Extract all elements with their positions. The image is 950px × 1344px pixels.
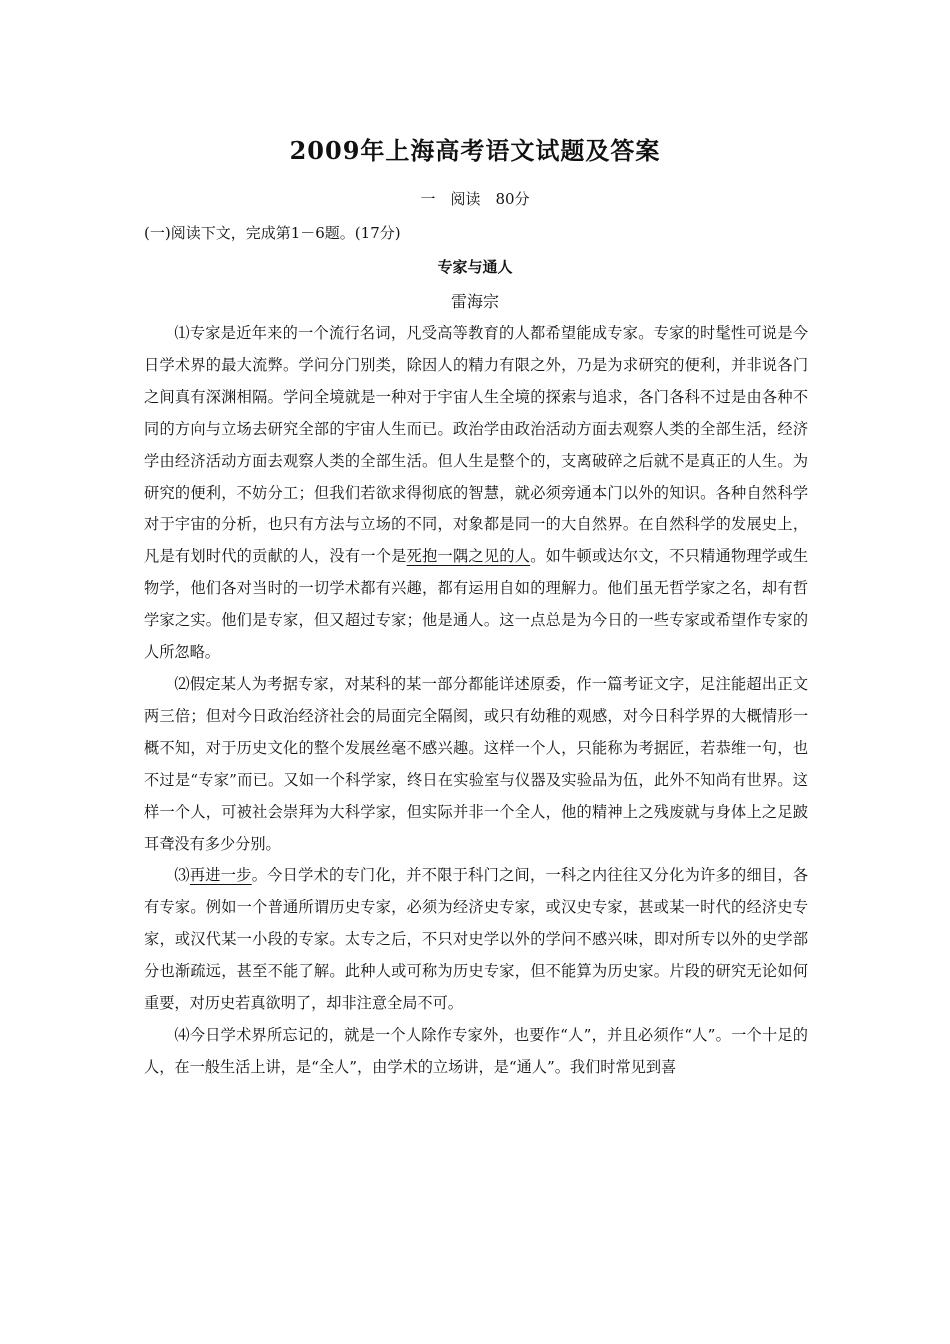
question-instructions: (一)阅读下文，完成第1－6题。(17分) <box>144 224 401 242</box>
paragraph-text: 。今日学术的专门化，并不限于科门之间，一科之内往往又分化为许多的细目，各有专家。例如一个普通所谓历史专家，必须为经济史专家，或汉史专家，甚或某一时代的经济史专家，或汉代某一小段的专家。太专之后，不只对史学以外的学问不感兴味，即对所专以外的史学部分也渐疏远，甚至不能了解。此种人或可称为历史专家，但不能算为历史家。片段的研究无论如何重要，对历史若真欲明了，却非注意全局不可。 <box>144 866 809 1013</box>
underlined-phrase: 再进一步 <box>189 866 252 885</box>
paragraph-4 <box>144 1020 808 1084</box>
paragraph-2 <box>144 669 808 860</box>
paragraph-text: ⑴专家是近年来的一个流行名词，凡受高等教育的人都希望能成专家。专家的时髦性可说是今日学术界的最大流弊。学问分门别类，除因人的精力有限之外，乃是为求研究的便利，并非说各门之间真有深渊相隔。学问全境就是一种对于宇宙人生全境的探索与追求，各门各科不过是由各种不同的方向与立场去研究全部的宇宙人生而已。政治学由政治活动方面去观察人类的全部生活，经济学由经济活动方面去观察人类的全部生活。但人生是整个的，支离破碎之后就不是真正的人生。为研究的便利，不妨分工；但我们若欲求得彻底的智慧，就必须旁通本门以外的知识。各种自然科学对于宇宙的分析，也只有方法与立场的不同，对象都是同一的大自然界。在自然科学的发展史上，凡是有划时代的贡献的人，没有一个是 <box>144 324 808 566</box>
article-title: 专家与通人 <box>437 258 513 276</box>
article-author: 雷海宗 <box>450 292 499 311</box>
document-title: 2009年上海高考语文试题及答案 <box>289 136 661 165</box>
article-body <box>144 318 808 1084</box>
paragraph-1 <box>144 318 808 669</box>
paragraph-text: ⑶ <box>174 866 190 885</box>
underlined-phrase: 死抱一隅之见的人 <box>406 547 531 566</box>
paragraph-text: 。如牛顿或达尔文，不只精通物理学或生物学，他们各对当时的一切学术都有兴趣，都有运用自如的理解力。他们虽无哲学家之名，却有哲学家之实。他们是专家，但又超过专家；他是通人。这一点总是为今日的一些专家或希望作专家的人所忽略。 <box>144 547 809 662</box>
section-heading: 一 阅读 80分 <box>420 190 530 208</box>
paragraph-text: ⑵假定某人为考据专家，对某科的某一部分都能详述原委，作一篇考证文字，足注能超出正文两三倍；但对今日政治经济社会的局面完全隔阂，或只有幼稚的观感，对今日科学界的大概情形一概不知，对于历史文化的整个发展丝毫不感兴趣。这样一个人，只能称为考据匠，若恭维一句，也不过是“专家”而已。又如一个科学家，终日在实验室与仪器及实验品为伍，此外不知尚有世界。这样一个人，可被社会崇拜为大科学家，但实际并非一个全人，他的精神上之残废就与身体上之足跛耳聋没有多少分别。 <box>144 674 808 853</box>
paragraph-text: ⑷今日学术界所忘记的，就是一个人除作专家外，也要作“人”，并且必须作“人”。一个十足的人，在一般生活上讲，是“全人”，由学术的立场讲，是“通人”。我们时常见到喜 <box>144 1025 808 1076</box>
paragraph-3 <box>144 860 808 1020</box>
